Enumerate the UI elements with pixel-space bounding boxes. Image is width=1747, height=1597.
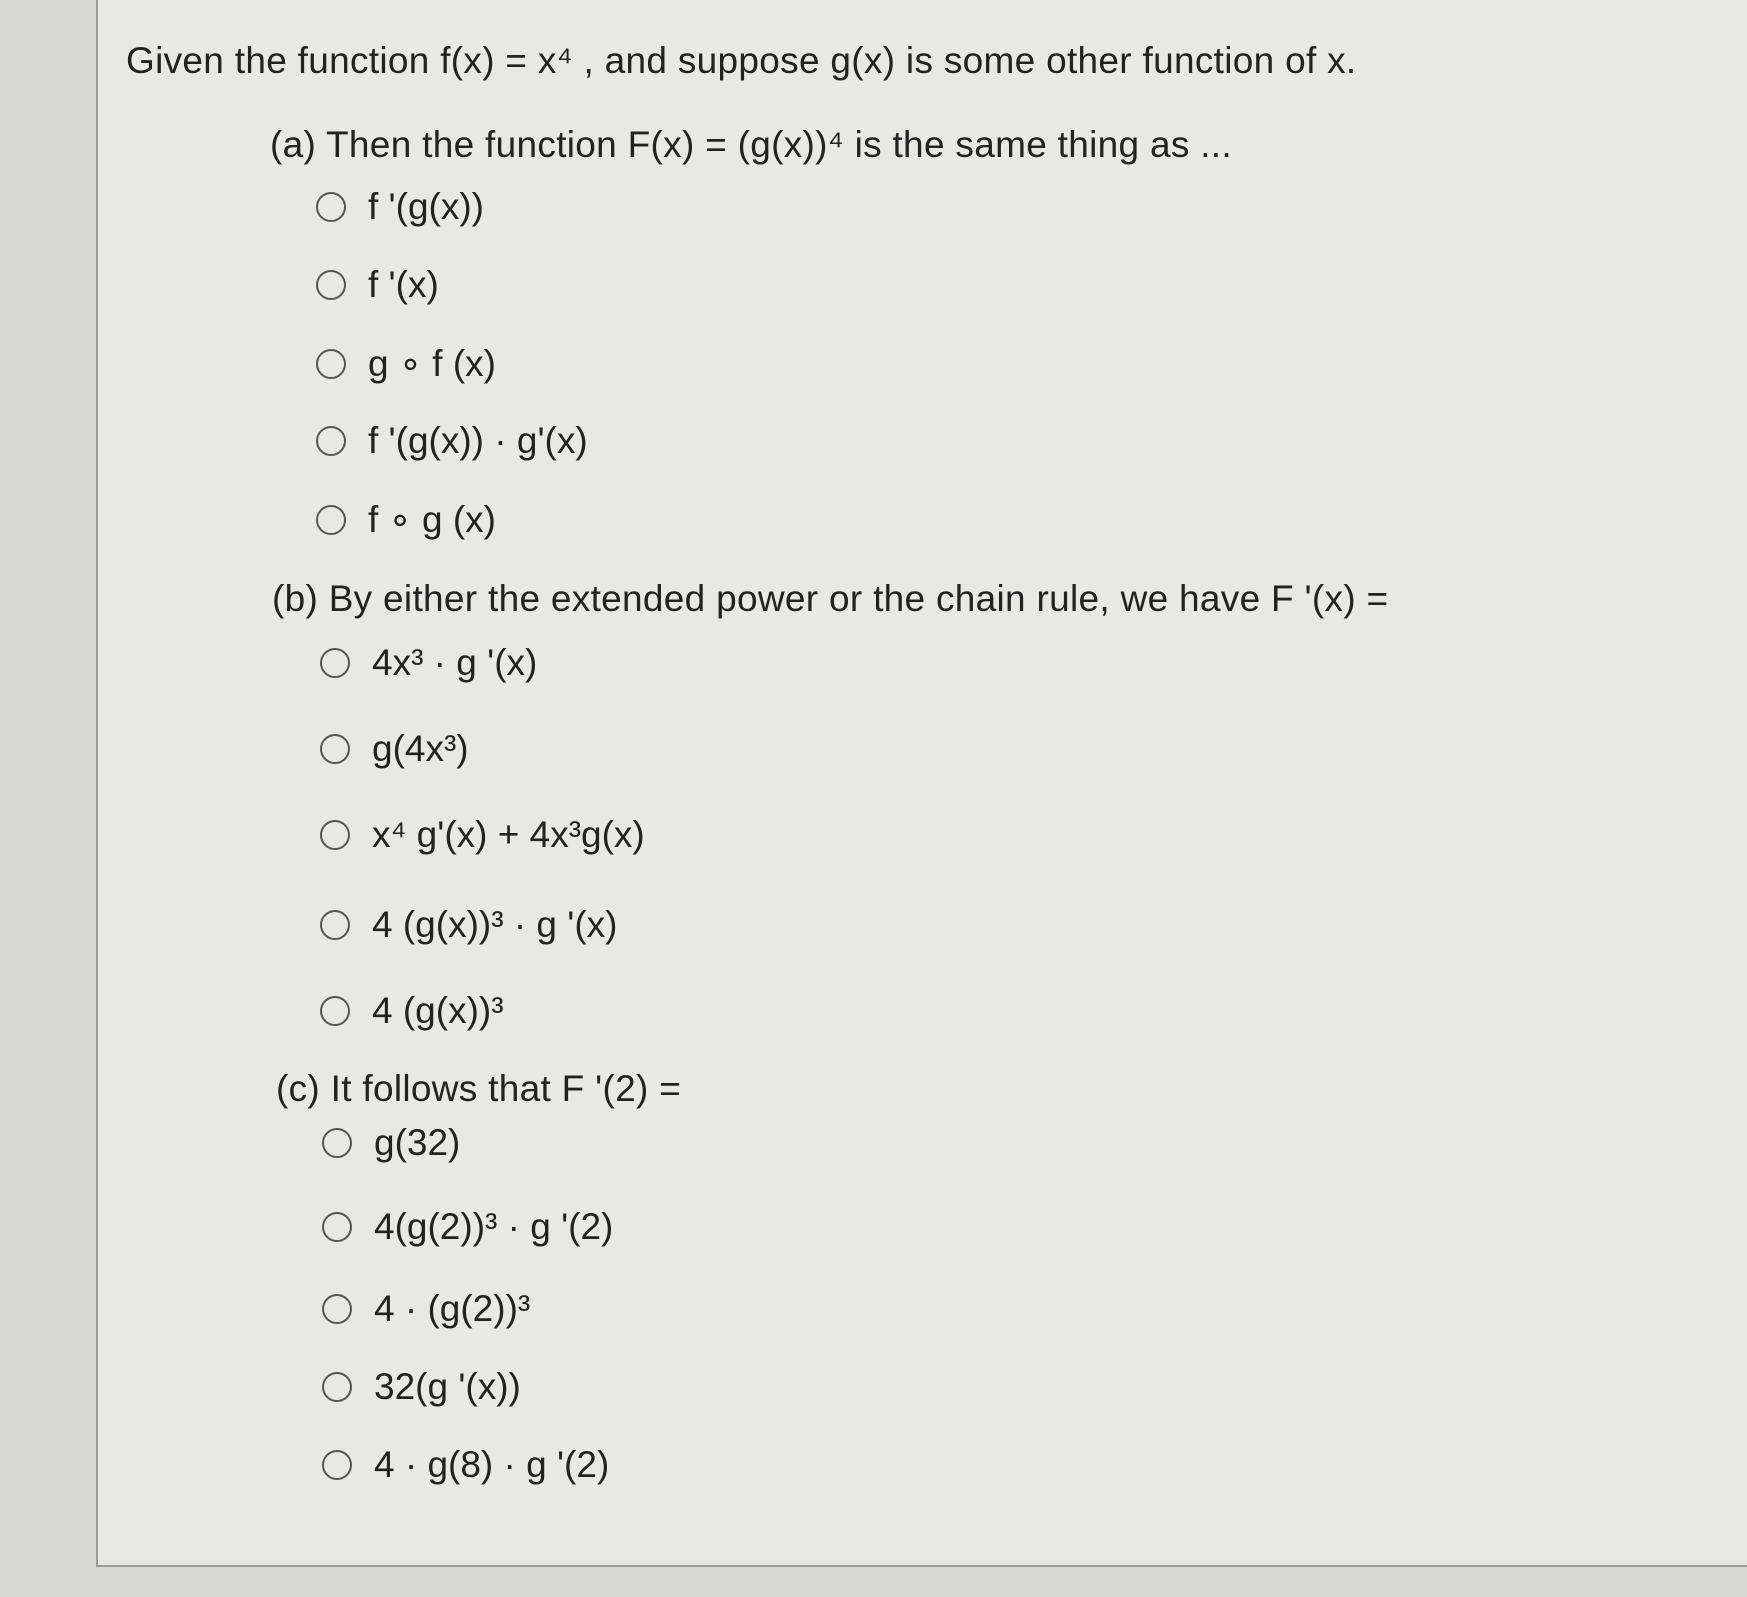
option-label: g ∘ f (x) [368,343,497,384]
option-label: g(32) [374,1122,461,1163]
radio-button[interactable] [322,1294,352,1324]
option-label: x⁴ g'(x) + 4x³g(x) [372,814,645,855]
radio-button[interactable] [316,426,346,456]
part-b-option-3[interactable] [320,814,645,856]
part-b-option-5[interactable] [320,990,504,1032]
radio-button[interactable] [316,270,346,300]
option-label: 4(g(2))³ · g '(2) [374,1206,614,1247]
radio-button[interactable] [320,734,350,764]
option-label: f '(g(x)) · g'(x) [368,420,588,461]
part-c-option-4[interactable] [322,1366,521,1408]
option-label: 4 (g(x))³ [372,990,504,1031]
radio-button[interactable] [322,1212,352,1242]
part-c-option-5[interactable] [322,1444,609,1486]
option-label: 4 · g(8) · g '(2) [374,1444,610,1485]
radio-button[interactable] [316,349,346,379]
option-label: f '(g(x)) [368,186,484,227]
radio-button[interactable] [320,996,350,1026]
part-a-prompt: (a) Then the function F(x) = (g(x))⁴ is the same thing as ... [270,124,1232,165]
radio-button[interactable] [316,505,346,535]
part-b-option-1[interactable] [320,642,537,684]
option-label: 4x³ · g '(x) [372,642,538,683]
option-label: g(4x³) [372,728,469,769]
part-b-prompt: (b) By either the extended power or the chain rule, we have F '(x) = [272,578,1389,619]
radio-button[interactable] [322,1450,352,1480]
radio-button[interactable] [322,1128,352,1158]
part-b-option-2[interactable] [320,728,469,770]
option-label: 4 (g(x))³ · g '(x) [372,904,618,945]
part-c-option-1[interactable] [322,1122,460,1164]
radio-button[interactable] [320,820,350,850]
part-c-prompt: (c) It follows that F '(2) = [276,1068,682,1109]
radio-button[interactable] [322,1372,352,1402]
option-label: f '(x) [368,264,439,305]
part-b-option-4[interactable] [320,904,618,946]
option-label: f ∘ g (x) [368,499,497,540]
part-c-option-2[interactable] [322,1206,613,1248]
question-card [96,0,1747,1567]
part-a-option-2[interactable] [316,264,439,306]
radio-button[interactable] [320,648,350,678]
radio-button[interactable] [320,910,350,940]
question-intro: Given the function f(x) = x⁴ , and suppose g(x) is some other function of x. [126,40,1357,81]
part-c-option-3[interactable] [322,1288,530,1330]
part-a-option-4[interactable] [316,420,588,462]
option-label: 4 · (g(2))³ [374,1288,531,1329]
option-label: 32(g '(x)) [374,1366,521,1407]
part-a-option-5[interactable] [316,498,496,541]
part-a-option-3[interactable] [316,342,496,385]
radio-button[interactable] [316,192,346,222]
part-a-option-1[interactable] [316,186,484,228]
